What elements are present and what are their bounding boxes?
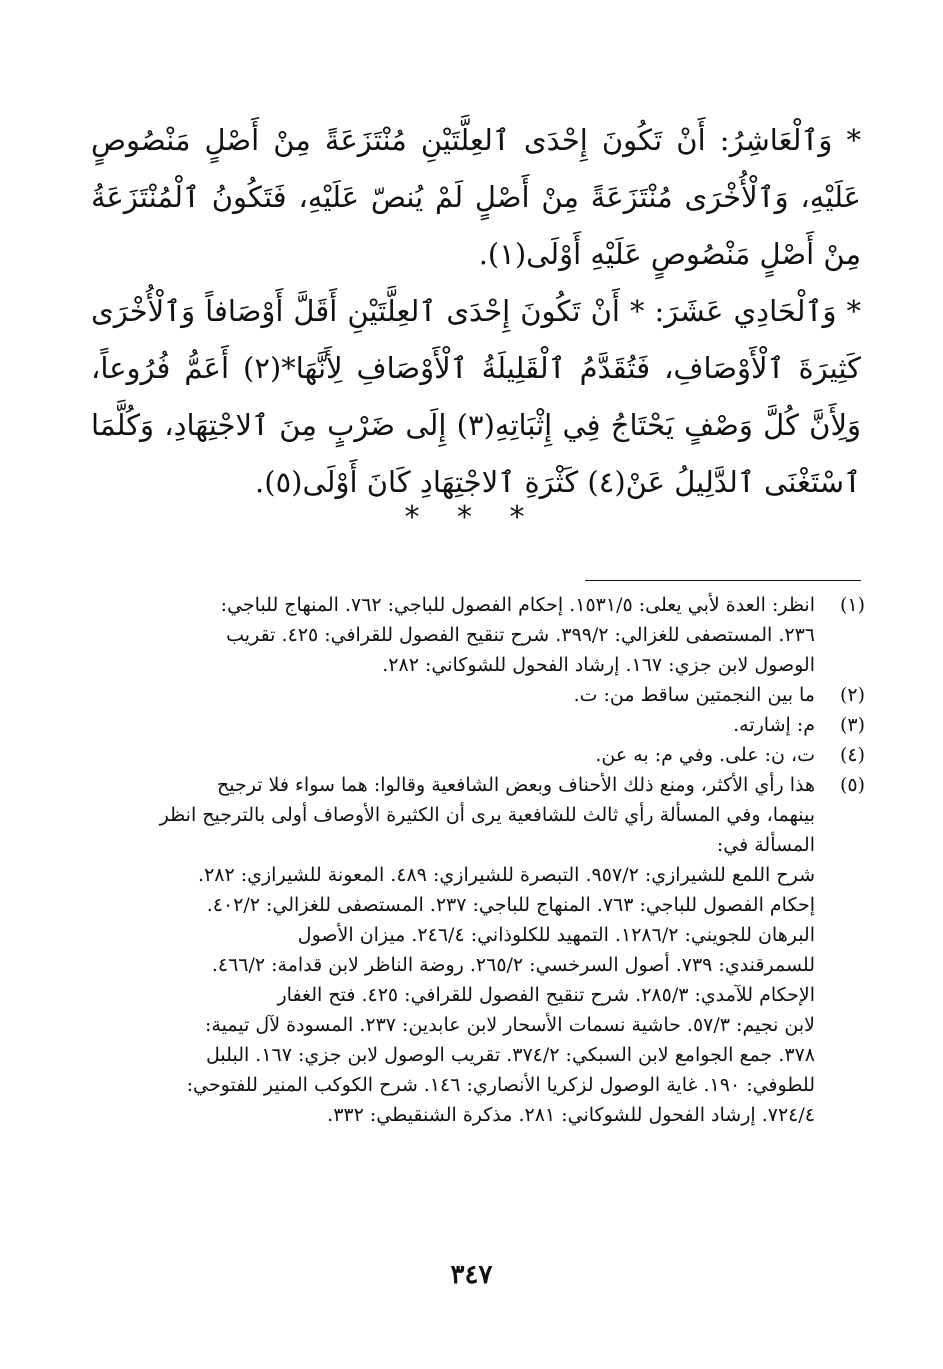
footnote-line: الإحكام للآمدي: ٢٨٥/٣. شرح تنقيح الفصول للقرافي: ٤٢٥. فتح الغفار: [277, 984, 815, 1006]
footnote-line: للطوفي: ١٩٠. غاية الوصول لزكريا الأنصاري: ١٤٦. شرح الكوكب المنير للفتوحي:: [186, 1074, 815, 1096]
footnote-line: بينهما، وفي المسألة رأي ثالث للشافعية يرى أن الكثيرة الأوصاف أولى بالترجيح انظر: [159, 804, 815, 826]
footnote-number: (٥): [839, 774, 865, 796]
footnote-divider: [585, 580, 861, 581]
footnote-2: [105, 680, 865, 710]
footnote-text: [105, 680, 815, 710]
footnote-line: ٧٢٤/٤. إرشاد الفحول للشوكاني: ٢٨١. مذكرة الشنقيطي: ٣٣٢.: [327, 1104, 815, 1126]
paragraph-tenth: * وَٱلْعَاشِرُ: أَنْ تَكُونَ إِحْدَى ٱلعِلَّتَيْنِ مُنْتَزَعَةً مِنْ أَصْلٍ مَنْصُوصٍ عَلَيْهِ، وَٱلْأُخْرَى مُنْتَزَعَةً مِنْ أَصْلٍ لَمْ يُنصّ عَلَيْهِ، فَتَكُونُ ٱلْمُنْتَزَعَةُ مِنْ أَصْلٍ مَنْصُوصٍ عَلَيْهِ أَوْلَى(١).: [91, 123, 861, 271]
paragraph-eleventh: * وَٱلْحَادِي عَشَرَ: * أَنْ تَكُونَ إِحْدَى ٱلعِلَّتَيْنِ أَقَلَّ أَوْصَافاً وَٱلْأُخْرَى كَثِيرَةَ ٱلْأَوْصَافِ، فَتُقَدَّمُ ٱلْقَلِيلَةُ ٱلْأَوْصَافِ لِأَنَّهَا*(٢) أَعَمُّ فُرُوعاً، وَلِأَنَّ كُلَّ وَصْفٍ يَحْتَاجُ فِي إِثْبَاتِهِ(٣) إِلَى ضَرْبٍ مِنَ ٱلاجْتِهَادِ، وَكُلَّمَا ٱسْتَغْنَى ٱلدَّلِيلُ عَنْ(٤) كَثْرَةِ ٱلاجْتِهَادِ كَانَ أَوْلَى(٥).: [91, 294, 861, 499]
footnote-text: [105, 740, 815, 770]
footnote-number: (١): [839, 594, 865, 616]
section-separator: * * *: [404, 500, 539, 535]
footnote-line: م: إشارته.: [733, 714, 815, 736]
footnote-line: الوصول لابن جزي: ١٦٧. إرشاد الفحول للشوكاني: ٢٨٢.: [382, 654, 815, 676]
footnote-line: ما بين النجمتين ساقط من: ت.: [573, 684, 815, 706]
footnote-text: [105, 710, 815, 740]
main-text: [91, 112, 861, 511]
footnote-text: [105, 770, 815, 1130]
footnote-1: [105, 590, 865, 680]
footnote-number: (٤): [839, 744, 865, 766]
page-number: ٣٤٧: [450, 1260, 493, 1290]
footnote-line: لابن نجيم: ٥٧/٣. حاشية نسمات الأسحار لابن عابدين: ٢٣٧. المسودة لآل تيمية:: [205, 1014, 815, 1036]
footnote-number: (٢): [839, 684, 865, 706]
footnote-4: [105, 740, 865, 770]
footnote-5: [105, 770, 865, 1130]
footnote-number: (٣): [839, 714, 865, 736]
footnote-line: شرح اللمع للشيرازي: ٩٥٧/٢. التبصرة للشيرازي: ٤٨٩. المعونة للشيرازي: ٢٨٢.: [198, 864, 815, 886]
footnote-line: انظر: العدة لأبي يعلى: ١٥٣١/٥. إحكام الفصول للباجي: ٧٦٢. المنهاج للباجي:: [220, 594, 815, 616]
footnote-3: [105, 710, 865, 740]
footnote-line: المسألة في:: [716, 834, 815, 856]
footnote-line: ت، ن: على. وفي م: به عن.: [595, 744, 815, 766]
footnote-line: للسمرقندي: ٧٣٩. أصول السرخسي: ٢٦٥/٢. روضة الناظر لابن قدامة: ٤٦٦/٢.: [211, 954, 815, 976]
footnote-line: ٣٧٨. جمع الجوامع لابن السبكي: ٣٧٤/٢. تقريب الوصول لابن جزي: ١٦٧. البلبل: [206, 1044, 815, 1066]
footnote-line: هذا رأي الأكثر، ومنع ذلك الأحناف وبعض الشافعية وقالوا: هما سواء فلا ترجيح: [216, 774, 815, 796]
footnote-text: [105, 590, 815, 680]
footnotes: [105, 590, 865, 1130]
footnote-line: ٢٣٦. المستصفى للغزالي: ٣٩٩/٢. شرح تنقيح الفصول للقرافي: ٤٢٥. تقريب: [226, 624, 815, 646]
footnote-line: إحكام الفصول للباجي: ٧٦٣. المنهاج للباجي: ٢٣٧. المستصفى للغزالي: ٤٠٢/٢.: [206, 894, 815, 916]
footnote-line: البرهان للجويني: ١٢٨٦/٢. التمهيد للكلوذاني: ٢٤٦/٤. ميزان الأصول: [297, 924, 815, 946]
